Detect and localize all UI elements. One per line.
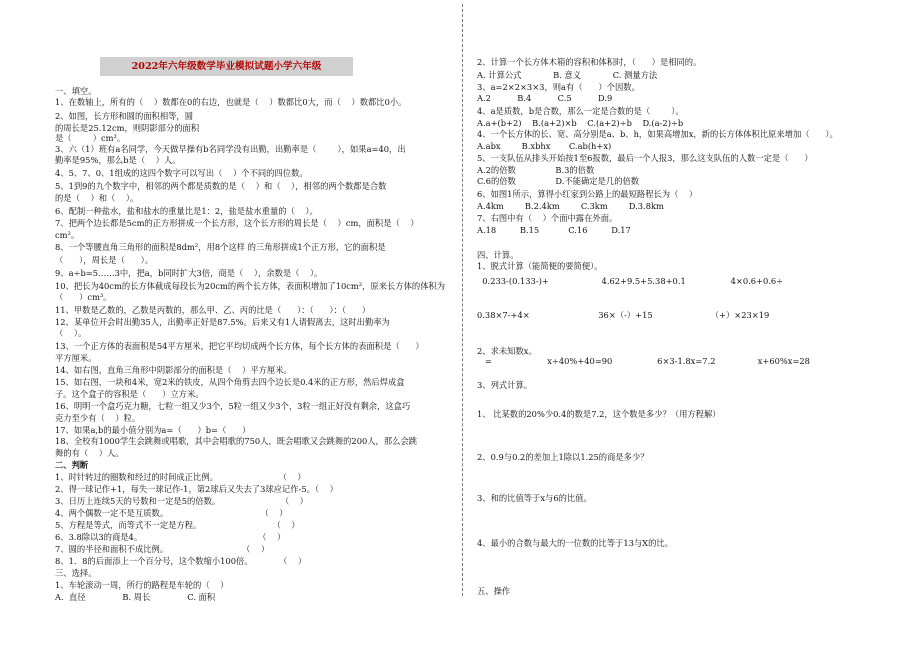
left-text-line: 1、在数轴上，所有的（ ）数都在0的右边，也就是（ ）数都比0大，而（ ）数都比0小。 (55, 97, 407, 107)
left-text-line: 的周长是25.12cm，则阴影部分的面积 (55, 123, 200, 133)
left-text-line: 4、两个偶数一定不是互质数。 （ ） (55, 508, 288, 518)
left-text-line: 16、明明一个盒巧克力糖，七粒一组又少3个，5粒一组又少3个，3粒一组正好没有剩余，这盒巧 (55, 401, 411, 411)
left-text-line: 5、方程是等式，而等式不一定是方程。 （ ） (55, 520, 300, 530)
left-text-line: 勤率是95%，那么b是（ ）人。 (55, 155, 181, 165)
right-text-line: 5、一支队伍从排头开始按1至6报数，最后一个人报3，那么这支队伍的人数一定是（ ） (477, 153, 813, 163)
left-text-line: 是（ ）cm²。 (55, 133, 126, 143)
left-text-line: cm²。 (55, 230, 80, 240)
right-text-line: 3、列式计算。 (477, 380, 533, 390)
left-text-line: 7、把两个边长都是5cm的正方形拼成一个长方形，这个长方形的周长是（ ）cm，面积是（ ） (55, 218, 419, 228)
right-text-line: 4、最小的合数与最大的一位数的比等于13与X的比。 (477, 538, 673, 548)
right-text-line: A.a+(b+2) B.(a+2)×b C.(a+2)÷b D.(a-2)÷b (477, 118, 684, 128)
right-text-line: 1、 比某数的20%少0.4的数是7.2，这个数是多少？（用方程解） (477, 409, 721, 419)
column-divider (462, 4, 464, 596)
right-text-line: 2、0.9与0.2的差加上1除以1.25的商是多少？ (477, 452, 649, 462)
right-text-line: C.6的倍数 D.不能确定是几的倍数 (477, 176, 640, 186)
left-text-line: 克力至少有（ ）粒。 (55, 413, 141, 423)
left-text-line: 8、1．8的后面添上一个百分号，这个数缩小100倍。 （ ） (55, 556, 307, 566)
right-text-line: 2、求未知数x。 (477, 346, 537, 356)
left-text-line: 的是（ ）和（ ）。 (55, 193, 139, 203)
left-text-line: 13、一个正方体的表面积是54平方厘米，把它平均切成两个长方体，每个长方体的表面积是（ ） (55, 341, 424, 351)
right-text-line: A.2 B.4 C.5 D.9 (477, 93, 613, 103)
left-text-line: 6、配制一种盐水，盐和盐水的重量比是1：2，盐是盐水重量的（ ）。 (55, 206, 318, 216)
left-text-line: 9、a÷b=5……3中，把a，b同时扩大3倍，商是（ ），余数是（ ）。 (55, 268, 323, 278)
right-text-line: 7、右图中有（ ）个面中露在外面。 (477, 213, 618, 223)
left-text-line: 3、六（1）班有a名同学，今天做早操有b名同学没有出勤，出勤率是（ ），如果a=40，出 (55, 144, 406, 154)
left-text-line: 5、1到9的九个数字中，相邻的两个都是质数的是（ ）和（ ），相邻的两个数都是合数 (55, 181, 387, 191)
left-text-line: 7、圆的半径和面积不成比例。 （ ） (55, 544, 270, 554)
right-text-line: 4、一个长方体的长、宽、高分别是a、b、h，如果高增加x，新的长方体体积比原来增加（ ）。 (477, 129, 838, 139)
left-text-line: 舞的有（ ）人。 (55, 448, 124, 458)
left-text-line: 3、日历上连续5天的号数和一定是5的倍数。 （ ） (55, 496, 308, 506)
left-text-line: 18、全校有1000学生会跳舞或唱歌，其中会唱歌的750人，既会唱歌又会跳舞的200人，那么会跳 (55, 436, 418, 446)
right-text-line: 四、计算。 (477, 250, 519, 260)
left-text-line: 8、一个等腰直角三角形的面积是8dm²，用8个这样 的三角形拼成1个正方形，它的面积是 (55, 242, 386, 252)
right-text-line: = x÷40%+40=90 6×3-1.8x=7.2 x+60%x=28 (477, 356, 810, 366)
right-text-line: 4、a是质数，b是合数，那么一定是合数的是（ ）。 (477, 106, 684, 116)
right-text-line: A.abx B.xbhx C.ab(h+x) (477, 141, 612, 151)
left-text-line: 11、甲数是乙数的，乙数是丙数的，那么甲、乙、丙的比是（ ）：（ ）：（ ） (55, 305, 371, 315)
right-text-line: A.2的倍数 B.3的倍数 (477, 165, 595, 175)
left-text-line: A. 直径 B. 周长 C. 面积 (55, 592, 216, 602)
right-text-line: A.18 B.15 C.16 D.17 (477, 225, 631, 235)
left-text-line: 4、5、7、0、1组成的这四个数字可以写出（ ）个不同的四位数。 (55, 168, 308, 178)
left-text-line: 10、把长为40cm的长方体截成每段长为20cm的两个长方体，表面积增加了10cm²，原来长方体的体积为 (55, 281, 446, 291)
right-text-line: A.4km B.2.4km C.3km D.3.8km (477, 201, 664, 211)
left-text-line: 6、3.8除以3的商是4。 （ ） (55, 532, 286, 542)
left-text-line: （ ）。 (55, 328, 87, 338)
right-text-line: 3、a=2×2×3×3，则a有（ ）个因数。 (477, 82, 640, 92)
left-text-line: 子。这个盒子的容积是（ ）立方米。 (55, 389, 204, 399)
left-text-line: 12、某单位开会时出勤35人，出勤率正好是87.5%。后来又有1人请假离去，这时出勤率为 (55, 317, 390, 327)
left-text-line: 2、如图，长方形和圆的面积相等，圆 (55, 111, 194, 121)
left-text-line: 三、选择。 (55, 568, 97, 578)
left-text-line: 1、车轮滚动一周，所行的路程是车轮的（ ） (55, 580, 229, 590)
left-text-line: 2、得一球记作+1，每失一球记作-1，第2球后又失去了3球应记作-5。（ ） (55, 484, 338, 494)
left-text-line: 17、如果a,b的最小值分别为a=（ ）b=（ ） (55, 425, 251, 435)
right-text-line: 6、如图1所示，算得小红家到公路上的最短路程长为（ ） (477, 189, 698, 199)
right-text-line: 五、操作 (477, 586, 511, 596)
left-text-line: （ ）cm³。 (55, 292, 112, 302)
left-text-line: 15、如右图，一块和4米，宽2米的铁皮，从四个角剪去四个边长是0.4米的正方形，然后焊成盒 (55, 377, 405, 387)
right-text-line: A. 计算公式 B. 意义 C. 测量方法 (477, 70, 658, 80)
right-text-line: 3、和的比值等于x与6的比值。 (477, 493, 592, 503)
right-text-line: 2、计算一个长方体木箱的容积和体积时，（ ）是相同的。 (477, 57, 702, 67)
right-text-line: 0.233-(0.133-)+ 4.62+9.5+5.38+0.1 4×0.6+0.6÷ (477, 276, 784, 286)
left-text-line: （ ），周长是（ ）。 (55, 255, 154, 265)
left-text-line: 二、判断 (55, 460, 89, 470)
right-text-line: 1、脱式计算（能简便的要简便）。 (477, 261, 603, 271)
left-text-line: 一、填空。 (55, 86, 97, 96)
left-text-line: 1、时针转过的圈数和经过的时间成正比例。 （ ） (55, 472, 306, 482)
left-text-line: 14、如右图，直角三角形中阴影部分的面积是（ ）平方厘米。 (55, 365, 292, 375)
right-text-line: 0.38×7-+4× 36×（-）+15 （+）×23×19 (477, 310, 770, 320)
left-text-line: 平方厘米。 (55, 353, 97, 363)
page-title: 2022年六年级数学毕业模拟试题小学六年级 (100, 57, 353, 76)
